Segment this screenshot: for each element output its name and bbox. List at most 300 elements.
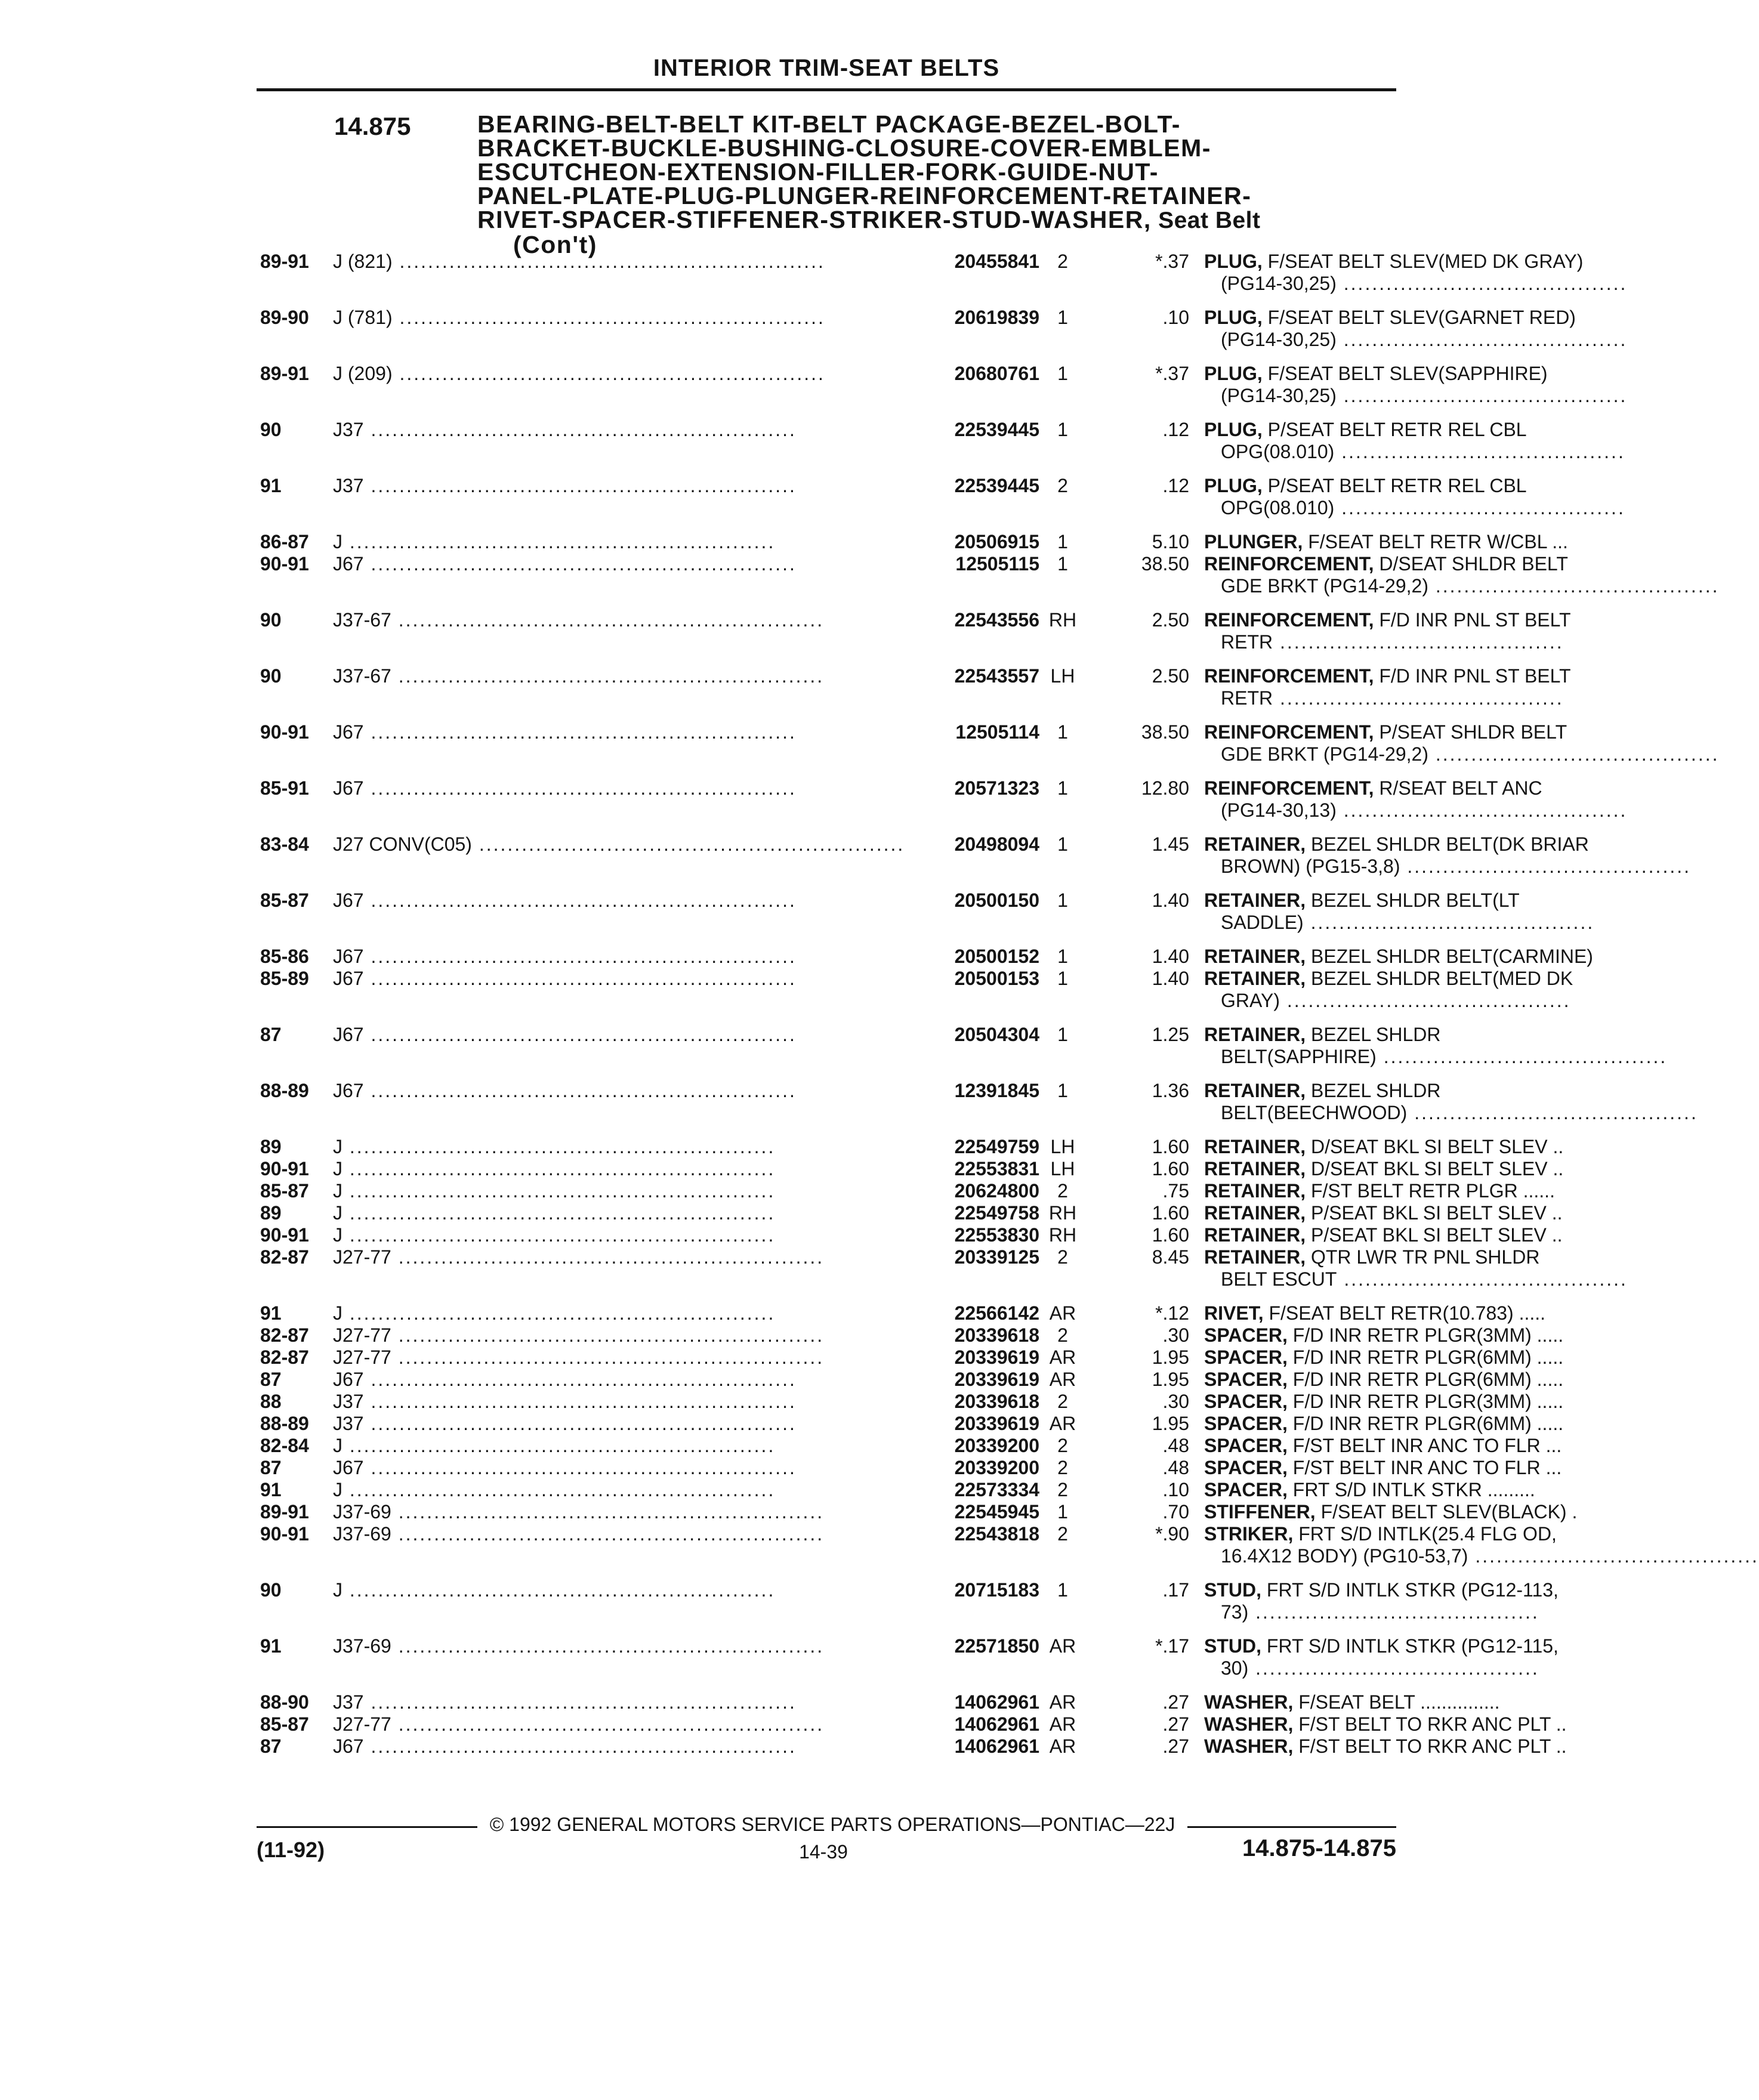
part-number: 22549758 xyxy=(905,1202,1039,1224)
model-years: 87 xyxy=(260,1457,282,1478)
part-number: 22553830 xyxy=(905,1224,1039,1246)
section-continued: (Con't) xyxy=(513,231,597,258)
part-number: 20624800 xyxy=(905,1180,1039,1202)
unit-price: 1.45 xyxy=(1152,833,1189,855)
model-codes xyxy=(333,1457,797,1479)
model-years: 85-87 xyxy=(260,890,309,911)
part-description xyxy=(1204,1579,1658,1623)
model-codes-text: J27-77 xyxy=(333,1347,391,1368)
part-name: SPACER, xyxy=(1204,1369,1288,1390)
unit-price: 1.40 xyxy=(1152,946,1189,967)
quantity: 2 xyxy=(1057,1246,1068,1268)
model-years: 89-91 xyxy=(260,363,309,384)
model-codes xyxy=(333,1024,797,1046)
unit-price: *.90 xyxy=(1155,1523,1189,1545)
model-codes xyxy=(333,968,797,990)
section-title-line: BEARING-BELT-BELT KIT-BELT PACKAGE-BEZEL-BOLT- xyxy=(477,110,1181,138)
part-number: 14062961 xyxy=(905,1713,1039,1735)
unit-price: *.12 xyxy=(1155,1302,1189,1324)
part-name: REINFORCEMENT, xyxy=(1204,777,1374,799)
part-name: WASHER, xyxy=(1204,1713,1294,1735)
footer-rule-right xyxy=(1187,1826,1396,1828)
model-codes-text: J37-69 xyxy=(333,1523,391,1545)
model-years: 90-91 xyxy=(260,553,309,575)
model-years: 90 xyxy=(260,1579,282,1601)
model-codes-text: J67 xyxy=(333,1369,364,1390)
leader-dots: ........................................ xyxy=(1334,497,1625,518)
part-number: 14062961 xyxy=(905,1735,1039,1758)
unit-price: 2.50 xyxy=(1152,665,1189,687)
section-title-suffix: Seat Belt xyxy=(1151,208,1261,233)
description-continuation xyxy=(1204,799,1658,822)
part-description xyxy=(1204,1224,1658,1246)
leader-dots: ............................................................ xyxy=(392,251,825,272)
model-years: 91 xyxy=(260,1635,282,1657)
description-line xyxy=(1204,531,1658,553)
description-text: FRT S/D INTLK STKR ......... xyxy=(1287,1479,1535,1500)
quantity: 2 xyxy=(1057,1435,1068,1456)
part-name: RIVET, xyxy=(1204,1302,1264,1324)
description-text: BEZEL SHLDR BELT(CARMINE) xyxy=(1306,946,1593,967)
leader-dots: ............................................................ xyxy=(363,721,797,743)
part-number: 22553831 xyxy=(905,1158,1039,1180)
part-description xyxy=(1204,609,1658,653)
quantity: 2 xyxy=(1057,475,1068,496)
part-number: 22539445 xyxy=(905,419,1039,441)
part-name: SPACER, xyxy=(1204,1347,1288,1368)
leader-dots: ............................................................ xyxy=(363,1413,797,1434)
leader-dots: ........................................ xyxy=(1279,990,1571,1011)
leader-dots: ............................................................ xyxy=(363,968,797,989)
description-text: F/SEAT BELT RETR W/CBL ... xyxy=(1303,531,1568,552)
leader-dots: ............................................................ xyxy=(342,1435,776,1456)
table-row xyxy=(260,1391,1564,1413)
continuation-text: GRAY) xyxy=(1221,990,1280,1011)
model-codes xyxy=(333,777,797,799)
part-name: REINFORCEMENT, xyxy=(1204,553,1374,575)
part-name: PLUNGER, xyxy=(1204,531,1303,552)
description-line xyxy=(1204,1224,1658,1246)
unit-price: .12 xyxy=(1162,419,1189,440)
model-years: 85-89 xyxy=(260,968,309,989)
quantity: AR xyxy=(1049,1713,1076,1735)
description-line xyxy=(1204,1391,1658,1413)
model-codes xyxy=(333,1579,776,1601)
unit-price: .30 xyxy=(1162,1391,1189,1412)
unit-price: 1.60 xyxy=(1152,1224,1189,1246)
part-name: STUD, xyxy=(1204,1635,1261,1657)
continuation-text: OPG(08.010) xyxy=(1221,497,1335,518)
section-title-line xyxy=(477,208,1396,233)
leader-dots: ........................................ xyxy=(1376,1046,1668,1067)
part-description xyxy=(1204,531,1658,553)
table-row xyxy=(260,609,1571,653)
continuation-text: (PG14-30,25) xyxy=(1221,273,1337,294)
description-text: BEZEL SHLDR xyxy=(1306,1080,1441,1101)
continuation-text: 16.4X12 BODY) (PG10-53,7) xyxy=(1221,1545,1468,1567)
leader-dots: ............................................................ xyxy=(342,1579,776,1601)
unit-price: .27 xyxy=(1162,1691,1189,1713)
continuation-text: (PG14-30,25) xyxy=(1221,385,1337,406)
description-line xyxy=(1204,419,1658,441)
description-continuation xyxy=(1204,1268,1658,1290)
description-text: F/D INR RETR PLGR(3MM) ..... xyxy=(1287,1324,1564,1346)
model-codes xyxy=(333,1180,776,1202)
part-number: 12505114 xyxy=(905,721,1039,743)
quantity: 2 xyxy=(1057,1180,1068,1202)
quantity: 1 xyxy=(1057,307,1068,328)
part-description xyxy=(1204,946,1658,968)
model-codes-text: J xyxy=(333,1579,342,1601)
description-continuation xyxy=(1204,856,1691,878)
part-description xyxy=(1204,1302,1658,1324)
part-number: 20498094 xyxy=(905,833,1039,856)
quantity: 2 xyxy=(1057,1479,1068,1500)
description-line xyxy=(1204,1691,1658,1713)
table-row xyxy=(260,1224,1563,1246)
model-codes xyxy=(333,1635,825,1657)
model-years: 89-91 xyxy=(260,1501,309,1522)
part-number: 20500153 xyxy=(905,968,1039,990)
model-codes-text: J xyxy=(333,1136,342,1157)
continuation-text: 73) xyxy=(1221,1601,1249,1623)
quantity: 1 xyxy=(1057,1501,1068,1522)
part-name: RETAINER, xyxy=(1204,1158,1306,1179)
table-row xyxy=(260,1324,1564,1347)
part-description xyxy=(1204,1158,1658,1180)
model-codes xyxy=(333,1713,825,1735)
part-name: RETAINER, xyxy=(1204,1136,1306,1157)
model-years: 88-89 xyxy=(260,1413,309,1434)
quantity: AR xyxy=(1049,1369,1076,1390)
table-row xyxy=(260,777,1628,822)
model-years: 90 xyxy=(260,609,282,631)
part-name: STUD, xyxy=(1204,1579,1261,1601)
leader-dots: ............................................................ xyxy=(363,890,797,911)
model-codes xyxy=(333,1435,776,1457)
part-description xyxy=(1204,363,1658,407)
model-codes-text: J67 xyxy=(333,553,364,575)
description-text: F/ST BELT TO RKR ANC PLT .. xyxy=(1293,1735,1567,1757)
description-text: F/D INR PNL ST BELT xyxy=(1374,609,1571,631)
leader-dots: ............................................................ xyxy=(342,1180,776,1202)
part-description xyxy=(1204,1479,1658,1501)
part-name: SPACER, xyxy=(1204,1391,1288,1412)
unit-price: .17 xyxy=(1162,1579,1189,1601)
description-text: F/SEAT BELT SLEV(MED DK GRAY) xyxy=(1262,251,1584,272)
unit-price: *.17 xyxy=(1155,1635,1189,1657)
part-name: PLUG, xyxy=(1204,475,1263,496)
model-years: 82-87 xyxy=(260,1324,309,1346)
model-codes-text: J xyxy=(333,1479,342,1500)
continuation-text: BELT(BEECHWOOD) xyxy=(1221,1102,1408,1123)
quantity: AR xyxy=(1049,1413,1076,1434)
description-line xyxy=(1204,968,1658,990)
section-title-line: ESCUTCHEON-EXTENSION-FILLER-FORK-GUIDE-NUT- xyxy=(477,158,1159,186)
quantity: 1 xyxy=(1057,721,1068,743)
leader-dots: ........................................ xyxy=(1273,631,1564,653)
part-name: SPACER, xyxy=(1204,1324,1288,1346)
table-row xyxy=(260,1080,1698,1124)
model-years: 90 xyxy=(260,665,282,687)
unit-price: 1.95 xyxy=(1152,1413,1189,1434)
description-text: P/SEAT BELT RETR REL CBL xyxy=(1262,419,1527,440)
model-codes xyxy=(333,890,797,912)
leader-dots: ........................................ xyxy=(1337,1268,1628,1290)
leader-dots: ............................................................ xyxy=(342,1202,776,1224)
description-text: F/D INR RETR PLGR(6MM) ..... xyxy=(1287,1347,1564,1368)
table-row xyxy=(260,1579,1559,1623)
model-years: 85-91 xyxy=(260,777,309,799)
description-text: F/SEAT BELT ............... xyxy=(1293,1691,1500,1713)
model-years: 82-87 xyxy=(260,1246,309,1268)
description-continuation xyxy=(1204,1046,1668,1068)
part-name: WASHER, xyxy=(1204,1735,1294,1757)
unit-price: 12.80 xyxy=(1141,777,1189,799)
part-number: 20339618 xyxy=(905,1324,1039,1347)
description-line xyxy=(1204,946,1658,968)
table-row xyxy=(260,1158,1564,1180)
model-codes-text: J xyxy=(333,531,342,552)
model-codes xyxy=(333,363,825,385)
page-header: INTERIOR TRIM-SEAT BELTS xyxy=(653,55,1000,81)
quantity: RH xyxy=(1048,609,1077,631)
leader-dots: ............................................................ xyxy=(363,475,797,496)
leader-dots: ............................................................ xyxy=(391,1324,825,1346)
unit-price: .30 xyxy=(1162,1324,1189,1346)
model-codes-text: J37-69 xyxy=(333,1635,391,1657)
description-continuation xyxy=(1204,990,1658,1012)
description-continuation xyxy=(1204,385,1658,407)
description-line xyxy=(1204,1413,1658,1435)
part-name: STRIKER, xyxy=(1204,1523,1294,1545)
leader-dots: ........................................ xyxy=(1248,1601,1539,1623)
part-name: SPACER, xyxy=(1204,1413,1288,1434)
unit-price: 38.50 xyxy=(1141,721,1189,743)
part-name: RETAINER, xyxy=(1204,1224,1306,1246)
description-continuation xyxy=(1204,1545,1759,1567)
model-codes-text: J37 xyxy=(333,419,364,440)
part-name: PLUG, xyxy=(1204,363,1263,384)
leader-dots: ........................................ xyxy=(1336,273,1628,294)
leader-dots: ........................................ xyxy=(1336,329,1628,350)
unit-price: 1.40 xyxy=(1152,890,1189,911)
model-codes-text: J67 xyxy=(333,1024,364,1045)
part-description xyxy=(1204,1202,1658,1224)
quantity: 1 xyxy=(1057,777,1068,799)
description-continuation xyxy=(1204,441,1658,463)
table-row xyxy=(260,833,1691,878)
model-codes xyxy=(333,609,825,631)
part-number: 14062961 xyxy=(905,1691,1039,1713)
description-text: R/SEAT BELT ANC xyxy=(1374,777,1542,799)
part-number: 22566142 xyxy=(905,1302,1039,1324)
leader-dots: ............................................................ xyxy=(363,1691,797,1713)
description-line xyxy=(1204,1369,1658,1391)
description-text: F/D INR RETR PLGR(3MM) ..... xyxy=(1287,1391,1564,1412)
model-years: 90-91 xyxy=(260,1224,309,1246)
part-description xyxy=(1204,1136,1658,1158)
part-name: PLUG, xyxy=(1204,251,1263,272)
table-row xyxy=(260,1635,1559,1679)
part-name: RETAINER, xyxy=(1204,1202,1306,1224)
description-continuation xyxy=(1204,273,1658,295)
quantity: LH xyxy=(1050,665,1075,687)
table-row xyxy=(260,968,1573,1012)
model-years: 89-90 xyxy=(260,307,309,328)
part-number: 20506915 xyxy=(905,531,1039,553)
table-row xyxy=(260,1302,1546,1324)
leader-dots: ........................................ xyxy=(1303,912,1595,933)
description-text: P/SEAT SHLDR BELT xyxy=(1374,721,1567,743)
part-description xyxy=(1204,307,1658,351)
model-codes xyxy=(333,1691,797,1713)
model-codes xyxy=(333,307,825,329)
part-number: 20504304 xyxy=(905,1024,1039,1046)
description-line xyxy=(1204,1435,1658,1457)
model-codes xyxy=(333,419,797,441)
model-codes xyxy=(333,1369,797,1391)
part-number: 20500152 xyxy=(905,946,1039,968)
model-codes-text: J (781) xyxy=(333,307,393,328)
part-number: 20339619 xyxy=(905,1413,1039,1435)
model-codes-text: J37-67 xyxy=(333,609,391,631)
section-title-line: PANEL-PLATE-PLUG-PLUNGER-REINFORCEMENT-RETAINER- xyxy=(477,182,1252,209)
unit-price: 8.45 xyxy=(1152,1246,1189,1268)
leader-dots: ............................................................ xyxy=(391,1713,825,1735)
model-codes-text: J xyxy=(333,1435,342,1456)
leader-dots: ............................................................ xyxy=(363,1735,797,1757)
part-description xyxy=(1204,1347,1658,1369)
leader-dots: ............................................................ xyxy=(392,307,825,328)
table-row xyxy=(260,1691,1500,1713)
part-name: RETAINER, xyxy=(1204,1180,1306,1202)
model-codes-text: J xyxy=(333,1224,342,1246)
description-continuation xyxy=(1204,1657,1658,1679)
part-description xyxy=(1204,777,1658,822)
description-line xyxy=(1204,1302,1658,1324)
part-description xyxy=(1204,1457,1658,1479)
part-description xyxy=(1204,1324,1658,1347)
unit-price: .48 xyxy=(1162,1435,1189,1456)
description-line xyxy=(1204,1136,1658,1158)
part-description xyxy=(1204,475,1658,519)
quantity: LH xyxy=(1050,1158,1075,1179)
leader-dots: ............................................................ xyxy=(363,1080,797,1101)
description-line xyxy=(1204,1735,1658,1758)
part-name: REINFORCEMENT, xyxy=(1204,665,1374,687)
model-years: 90 xyxy=(260,419,282,440)
model-codes-text: J37-67 xyxy=(333,665,391,687)
part-name: STIFFENER, xyxy=(1204,1501,1316,1522)
unit-price: *.37 xyxy=(1155,251,1189,272)
unit-price: .12 xyxy=(1162,475,1189,496)
description-text: D/SEAT BKL SI BELT SLEV .. xyxy=(1306,1158,1564,1179)
description-text: FRT S/D INTLK STKR (PG12-113, xyxy=(1261,1579,1559,1601)
quantity: RH xyxy=(1048,1202,1077,1224)
part-number: 12505115 xyxy=(905,553,1039,575)
model-years: 88 xyxy=(260,1391,282,1412)
part-description xyxy=(1204,1735,1658,1758)
continuation-text: GDE BRKT (PG14-29,2) xyxy=(1221,575,1428,597)
model-years: 89 xyxy=(260,1136,282,1157)
part-name: RETAINER, xyxy=(1204,833,1306,855)
quantity: 2 xyxy=(1057,251,1068,272)
description-line xyxy=(1204,833,1658,856)
description-line xyxy=(1204,1158,1658,1180)
leader-dots: ........................................ xyxy=(1334,441,1625,462)
table-row xyxy=(260,1735,1567,1758)
table-row xyxy=(260,1202,1563,1224)
footer-page-number: 14-39 xyxy=(799,1841,848,1863)
description-text: F/D INR RETR PLGR(6MM) ..... xyxy=(1287,1413,1564,1434)
part-name: REINFORCEMENT, xyxy=(1204,609,1374,631)
unit-price: 1.95 xyxy=(1152,1369,1189,1390)
model-years: 87 xyxy=(260,1735,282,1757)
description-line xyxy=(1204,1523,1658,1545)
model-codes xyxy=(333,553,797,575)
model-codes-text: J xyxy=(333,1158,342,1179)
leader-dots: ............................................................ xyxy=(342,1479,776,1500)
model-years: 83-84 xyxy=(260,833,309,855)
model-codes xyxy=(333,1136,776,1158)
part-number: 22539445 xyxy=(905,475,1039,497)
part-description xyxy=(1204,1180,1658,1202)
model-codes xyxy=(333,1246,825,1268)
model-years: 82-87 xyxy=(260,1347,309,1368)
unit-price: .70 xyxy=(1162,1501,1189,1522)
model-codes-text: J67 xyxy=(333,1080,364,1101)
leader-dots: ............................................................ xyxy=(342,1224,776,1246)
model-years: 91 xyxy=(260,1479,282,1500)
model-years: 91 xyxy=(260,475,282,496)
leader-dots: ............................................................ xyxy=(363,1391,797,1412)
leader-dots: ............................................................ xyxy=(391,1501,825,1522)
model-codes-text: J37-69 xyxy=(333,1501,391,1522)
description-continuation xyxy=(1204,575,1720,597)
part-number: 20339200 xyxy=(905,1435,1039,1457)
table-row xyxy=(260,307,1628,351)
unit-price: .10 xyxy=(1162,1479,1189,1500)
quantity: AR xyxy=(1049,1302,1076,1324)
leader-dots: ............................................................ xyxy=(363,777,797,799)
section-title-text: RIVET-SPACER-STIFFENER-STRIKER-STUD-WASHER, xyxy=(477,206,1152,233)
model-codes xyxy=(333,1735,797,1758)
model-years: 87 xyxy=(260,1024,282,1045)
model-years: 88-90 xyxy=(260,1691,309,1713)
description-text: F/SEAT BELT SLEV(BLACK) . xyxy=(1315,1501,1578,1522)
leader-dots: ............................................................ xyxy=(342,1136,776,1157)
description-line xyxy=(1204,777,1658,799)
model-codes-text: J xyxy=(333,1302,342,1324)
part-description xyxy=(1204,1435,1658,1457)
quantity: 1 xyxy=(1057,531,1068,552)
model-years: 90-91 xyxy=(260,1158,309,1179)
part-name: RETAINER, xyxy=(1204,890,1306,911)
description-continuation xyxy=(1204,743,1720,765)
leader-dots: ............................................................ xyxy=(391,1635,825,1657)
model-codes-text: J67 xyxy=(333,946,364,967)
part-number: 20339619 xyxy=(905,1347,1039,1369)
part-name: RETAINER, xyxy=(1204,1246,1306,1268)
part-number: 20680761 xyxy=(905,363,1039,385)
table-row xyxy=(260,1347,1564,1369)
unit-price: *.37 xyxy=(1155,363,1189,384)
part-description xyxy=(1204,1691,1658,1713)
model-codes-text: J27-77 xyxy=(333,1324,391,1346)
description-text: F/ST BELT TO RKR ANC PLT .. xyxy=(1293,1713,1567,1735)
part-name: RETAINER, xyxy=(1204,946,1306,967)
